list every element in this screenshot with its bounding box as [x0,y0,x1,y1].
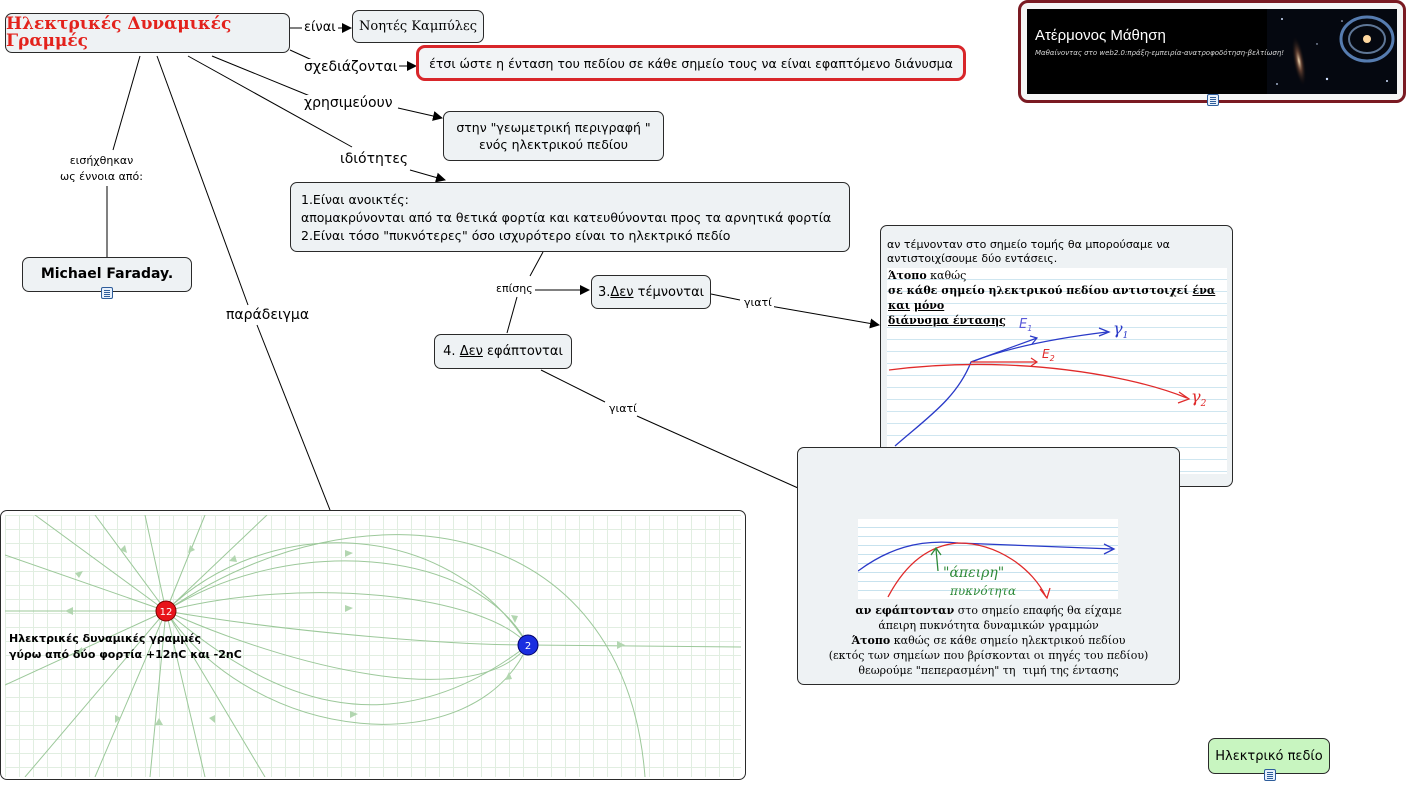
temnontai-mono: μόνο [913,299,945,312]
temnontai-line2: σε κάθε σημείο ηλεκτρικού πεδίου αντιστοιχεί [888,284,1193,297]
temnontai-atopo: Άτοπο [888,269,927,282]
green-arrow [936,549,938,571]
link-label-giati-1: γιατί [744,296,772,309]
attachment-icon[interactable] [101,287,113,299]
intersecting-curves-diagram [887,268,1227,474]
link-label-sxediazontai: σχεδιάζονται [304,59,398,75]
link-label-eisixthikan: εισήχθηκαν ως έννοια από: [60,154,143,183]
banner-subtitle: Μαθαίνοντας στο web2.0:πράξη-εμπειρία-ανατροφοδότηση-βελτίωση! [1035,49,1285,57]
temnontai-den: Δεν [610,284,634,300]
efaptontai-den: Δεν [459,344,483,359]
link-label-paradeigma: παράδειγμα [226,307,310,323]
svg-text:2: 2 [524,641,532,652]
node-geometriki-perigrafi[interactable] [443,111,664,161]
temnontai-intro: αν τέμνονταν στο σημείο τομής θα μπορούσαμε να αντιστοιχίσουμε δύο εντάσεις. [887,238,1170,265]
efaptontai-l1-bold: αν εφάπτονταν [855,604,955,617]
efaptontai-l1-rest: στο σημείο επαφής θα είχαμε [954,604,1122,617]
link-label-idiotites: ιδιότητες [340,151,409,167]
node-faraday[interactable] [22,257,192,292]
label-gamma2: $\gamma_2$ [1191,387,1207,409]
efaptontai-l4: (εκτός των σημείων που βρίσκονται οι πηγές του πεδίου) [828,649,1149,662]
link-label-xrisimeuoun: χρησιμεύουν [304,95,393,111]
efaptontai-text [798,603,1179,678]
efaptontai-l3-rest: καθώς σε κάθε σημείο ηλεκτρικού πεδίου [890,634,1126,647]
prop-line-2: απομακρύνονται από τα θετικά φορτία και κατευθύνονται προς τα αρνητικά φορτία [301,210,832,225]
temnontai-kai: και [888,299,911,312]
curve-gamma1 [895,332,1107,446]
geometriki-label: στην "γεωμετρική περιγραφή " ενός ηλεκτρικού πεδίου [456,120,651,152]
attachment-icon[interactable] [1207,94,1219,106]
field-caption-1: Ηλεκτρικές δυναμικές γραμμές [9,632,202,645]
efaptontai-l2: άπειρη πυκνότητα δυναμικών γραμμών [878,619,1099,632]
temnontai-rest: τέμνονται [633,284,705,300]
node-properties[interactable] [290,182,850,252]
temnontai-image [887,268,1227,474]
node-ilektriko-pedio[interactable] [1208,738,1330,774]
handwriting-apeiri: "άπειρη" [943,565,1005,581]
root-node[interactable] [5,13,290,53]
temnontai-atopo-rest: καθώς [926,269,967,282]
node-etsi-oste[interactable] [416,45,966,81]
efaptontai-image [858,519,1118,599]
banner-title: Ατέρμονος Μάθηση [1035,27,1166,44]
prop-line-3: 2.Είναι τόσο "πυκνότερες" όσο ισχυρότερο είναι το ηλεκτρικό πεδίο [301,228,731,243]
svg-text:12: 12 [159,607,173,618]
efaptontai-l3-bold: Άτοπο [851,634,891,647]
field-caption-2: γύρω από δύο φορτία +12nC και -2nC [9,648,242,661]
node-efaptontai-explanation[interactable] [797,447,1180,685]
faraday-label: Michael Faraday. [40,266,174,282]
node-den-efaptontai[interactable] [434,334,572,369]
noites-label: Νοητές Καμπύλες [359,19,477,34]
banner-image [1027,9,1397,94]
banner-image-frame[interactable] [1018,0,1406,103]
efaptontai-rest: εφάπτονται [482,344,563,359]
temnontai-ena: ένα [1192,284,1216,297]
ilektriko-pedio-label: Ηλεκτρικό πεδίο [1215,748,1323,764]
root-title: Ηλεκτρικές Δυναμικές Γραμμές [6,14,232,51]
vector-e1 [971,338,1037,362]
etsi-oste-label: έτσι ώστε η ένταση του πεδίου σε κάθε σημείο τους να είναι εφαπτόμενο διάνυσμα [429,55,953,71]
field-caption [9,631,242,663]
label-gamma1: $\gamma_1$ [1113,319,1129,341]
efaptontai-num: 4. [443,344,460,359]
label-e1: $E_1$ [1019,317,1033,333]
prop-line-1: 1.Είναι ανοικτές: [301,192,409,207]
node-den-temnontai[interactable] [591,275,711,309]
curve-gamma2 [889,364,1187,398]
label-e2: $E_2$ [1042,347,1055,363]
link-label-giati-2: γιατί [609,402,637,415]
link-label-episis: επίσης [496,282,533,295]
temnontai-line3: διάνυσμα έντασης [888,314,1006,327]
temnontai-num: 3. [597,284,611,300]
field-lines-image [5,515,741,777]
handwriting-pyknotita: πυκνότητα [950,584,1017,598]
efaptontai-l5: θεωρούμε "πεπερασμένη" τη τιμή της έντασης [858,664,1119,677]
node-field-lines-example[interactable] [0,510,746,780]
node-noites-kampyles[interactable] [352,10,484,43]
link-label-einai: είναι [304,20,336,35]
tangent-curves-diagram [858,519,1118,599]
sitemap-icon[interactable] [1264,769,1276,781]
